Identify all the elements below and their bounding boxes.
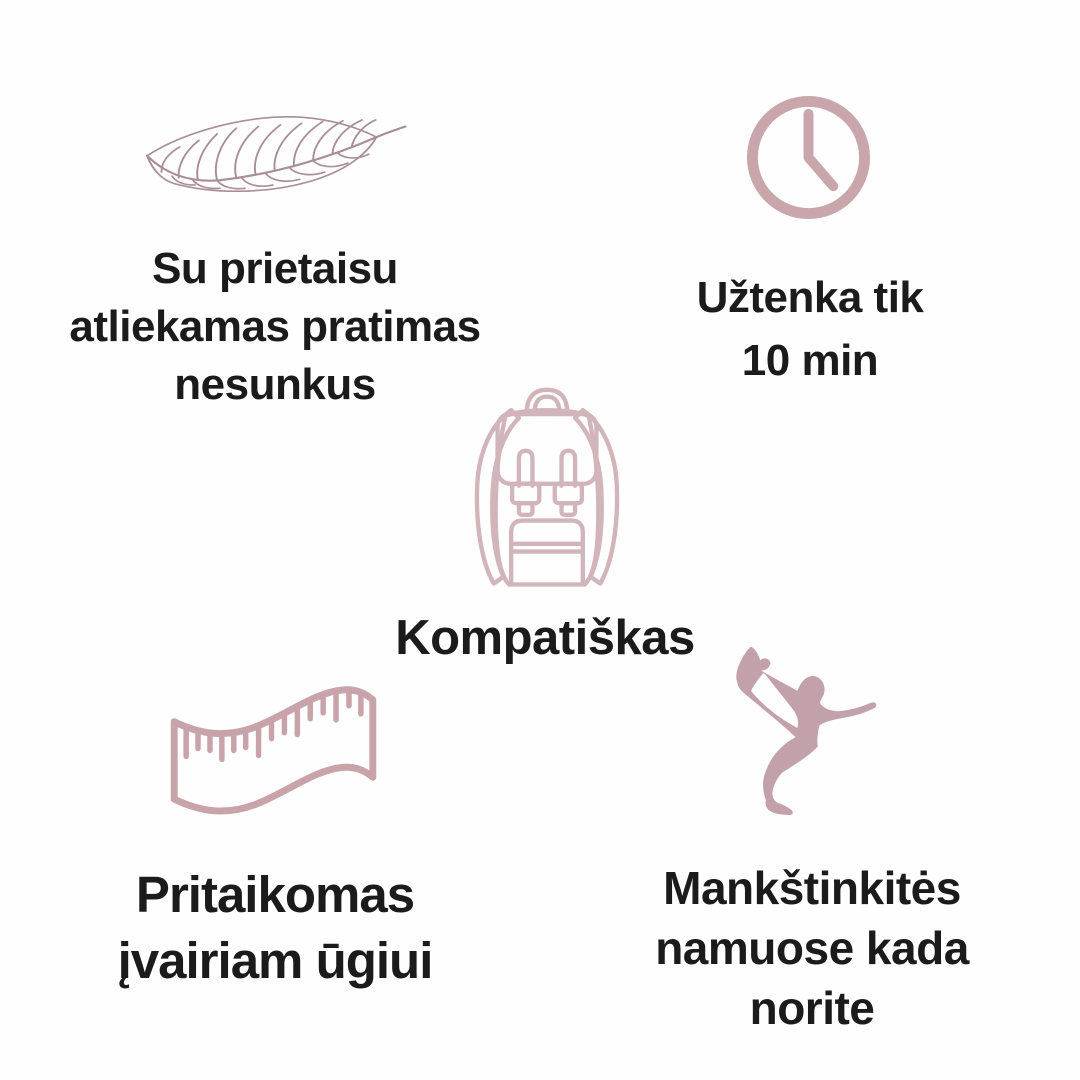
caption-line: 10 min: [741, 336, 879, 385]
caption-line: nesunkus: [174, 360, 376, 409]
backpack-buckle-tab: [519, 503, 533, 515]
caption-ten-minutes: [610, 266, 1010, 392]
backpack-strap-slot: [519, 451, 533, 486]
backpack-strap-slot: [562, 451, 576, 486]
caption-exercise-at-home: [612, 858, 1012, 1038]
backpack-buckle-tab: [562, 503, 576, 515]
measuring-tape-icon: [166, 680, 381, 821]
caption-line: norite: [749, 982, 875, 1034]
caption-line: Užtenka tik: [696, 273, 924, 322]
caption-compact: [345, 610, 745, 666]
tape-tick-marks: [186, 690, 361, 760]
caption-line: Kompatiškas: [395, 611, 695, 665]
backpack-buckle: [512, 484, 539, 503]
backpack-icon: [455, 385, 639, 600]
caption-line: Pritaikomas: [135, 866, 415, 923]
caption-line: Su prietaisu: [152, 244, 398, 293]
caption-line: įvairiam ūgiui: [117, 932, 433, 989]
caption-light-exercise: [25, 240, 525, 414]
feather-icon: [124, 94, 412, 216]
caption-line: namuose kada: [655, 922, 969, 974]
backpack-zip: [511, 544, 583, 552]
yoga-pose-icon: [714, 636, 890, 831]
caption-line: atliekamas pratimas: [69, 302, 481, 351]
caption-line: Mankštinkitės: [663, 862, 961, 914]
caption-adjustable-height: [15, 862, 535, 994]
backpack-buckle: [555, 484, 582, 503]
clock-icon: [744, 93, 873, 222]
